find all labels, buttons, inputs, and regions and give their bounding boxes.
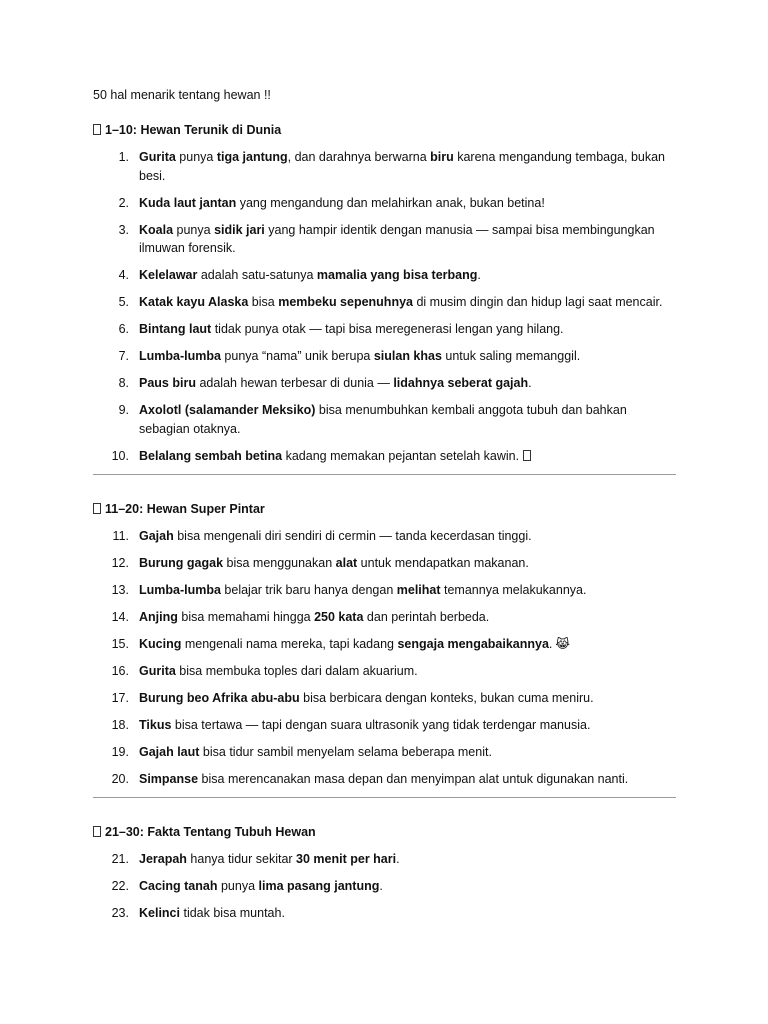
list-item xyxy=(93,635,676,654)
text: tidak bisa muntah. xyxy=(180,905,285,920)
text: untuk mendapatkan makanan. xyxy=(357,555,529,570)
bold-text: Kelelawar xyxy=(139,268,198,282)
section-heading xyxy=(93,823,676,841)
list-item xyxy=(93,527,676,546)
list-number: 11. xyxy=(112,528,129,543)
bold-text: Lumba-lumba xyxy=(139,582,221,597)
bold-text: Kuda laut jantan xyxy=(139,195,237,210)
document-title: 50 hal menarik tentang hewan !! xyxy=(93,88,271,102)
text: tidak punya otak — tapi bisa meregenerasi lengan yang hilang. xyxy=(211,322,564,336)
list-number: 2. xyxy=(118,195,129,210)
text: dan perintah berbeda. xyxy=(363,609,490,624)
list-item xyxy=(93,608,676,627)
text: bisa memahami hingga xyxy=(177,609,315,624)
list-item xyxy=(93,401,676,438)
list-number: 23. xyxy=(111,905,129,920)
list-item xyxy=(93,770,676,789)
text: punya xyxy=(173,222,215,237)
bold-text: Axolotl (salamander Meksiko) xyxy=(139,403,316,417)
missing-glyph-icon xyxy=(523,450,531,461)
bold-text: Belalang sembah betina xyxy=(139,448,283,463)
text: bisa menumbuhkan kembali anggota tubuh dan bahkan sebagian otaknya. xyxy=(139,403,627,436)
fact-list xyxy=(93,148,676,465)
text: bisa berbicara dengan konteks, bukan cuma meniru. xyxy=(299,690,594,705)
text: punya xyxy=(217,878,259,893)
text: yang hampir identik dengan manusia — sampai bisa membingungkan ilmuwan forensik. xyxy=(139,222,655,255)
list-item xyxy=(93,554,676,573)
bold-text: Paus biru xyxy=(139,376,196,390)
bold-text: biru xyxy=(430,150,454,164)
list-number: 18. xyxy=(111,717,129,732)
section-divider xyxy=(93,474,676,475)
text: bisa tertawa — tapi dengan suara ultrasonik yang tidak terdengar manusia. xyxy=(171,717,591,732)
list-number: 21. xyxy=(111,851,129,866)
list-item xyxy=(93,743,676,762)
list-number: 22. xyxy=(111,878,129,893)
bold-text: lima pasang jantung xyxy=(258,878,380,893)
list-item xyxy=(93,148,676,185)
text: . xyxy=(477,268,481,282)
bold-text: Tikus xyxy=(139,717,172,732)
bold-text: Gajah xyxy=(139,528,174,543)
section-divider xyxy=(93,797,676,798)
list-number: 3. xyxy=(118,222,129,237)
bold-text: Burung beo Afrika abu-abu xyxy=(139,690,300,705)
section-heading xyxy=(93,500,676,518)
document-page xyxy=(93,86,676,931)
text: kadang memakan pejantan setelah kawin. xyxy=(282,448,520,463)
list-number: 17. xyxy=(111,690,129,705)
missing-glyph-icon xyxy=(93,503,101,514)
bold-text: melihat xyxy=(396,582,441,597)
text: adalah satu-satunya xyxy=(197,268,317,282)
text: punya xyxy=(175,150,217,164)
section-heading-text: 11–20: Hewan Super Pintar xyxy=(105,501,265,516)
bold-text: sengaja mengabaikannya xyxy=(397,636,549,651)
list-number: 1. xyxy=(118,150,129,164)
bold-text: 30 menit per hari xyxy=(296,851,397,866)
section-heading-text: 21–30: Fakta Tentang Tubuh Hewan xyxy=(105,824,316,839)
list-item xyxy=(93,904,676,923)
fact-list xyxy=(93,527,676,789)
sections-container xyxy=(93,121,676,922)
bold-text: alat xyxy=(335,555,358,570)
bold-text: Lumba-lumba xyxy=(139,349,221,363)
missing-glyph-icon xyxy=(93,826,101,837)
list-item xyxy=(93,689,676,708)
bold-text: Anjing xyxy=(139,609,178,624)
list-item xyxy=(93,716,676,735)
text: di musim dingin dan hidup lagi saat mencair. xyxy=(412,295,663,309)
bold-text: Gurita xyxy=(139,663,176,678)
list-item xyxy=(93,374,676,393)
bold-text: Kucing xyxy=(139,636,182,651)
section-heading-text: 1–10: Hewan Terunik di Dunia xyxy=(105,123,282,137)
list-number: 10. xyxy=(111,448,129,463)
list-item xyxy=(93,320,676,339)
text: punya “nama” unik berupa xyxy=(220,349,374,363)
text: bisa menggunakan xyxy=(223,555,336,570)
text: . xyxy=(548,636,553,651)
list-item xyxy=(93,850,676,869)
cat-laughing-icon: 😹 xyxy=(555,636,571,651)
text: . xyxy=(528,376,532,390)
list-item xyxy=(93,194,676,213)
bold-text: membeku sepenuhnya xyxy=(278,295,413,309)
text: temannya melakukannya. xyxy=(440,582,587,597)
text: . xyxy=(396,851,400,866)
bold-text: Koala xyxy=(139,222,174,237)
list-number: 4. xyxy=(118,268,129,282)
bold-text: Bintang laut xyxy=(139,322,212,336)
text: hanya tidur sekitar xyxy=(186,851,297,866)
text: bisa tidur sambil menyelam selama beberapa menit. xyxy=(199,744,492,759)
bold-text: Gajah laut xyxy=(139,744,200,759)
bold-text: 250 kata xyxy=(314,609,364,624)
bold-text: Gurita xyxy=(139,150,176,164)
list-number: 9. xyxy=(118,403,129,417)
bold-text: Jerapah xyxy=(139,851,187,866)
text: bisa membuka toples dari dalam akuarium. xyxy=(175,663,418,678)
list-number: 20. xyxy=(111,771,129,786)
list-number: 7. xyxy=(118,349,129,363)
bold-text: Burung gagak xyxy=(139,555,224,570)
section-heading xyxy=(93,121,676,139)
text: bisa xyxy=(248,295,279,309)
list-item xyxy=(93,447,676,466)
text: adalah hewan terbesar di dunia — xyxy=(195,376,394,390)
list-item xyxy=(93,266,676,285)
list-number: 13. xyxy=(111,582,129,597)
list-number: 5. xyxy=(118,295,129,309)
bold-text: Katak kayu Alaska xyxy=(139,295,249,309)
bold-text: lidahnya seberat gajah xyxy=(393,376,529,390)
list-item xyxy=(93,221,676,258)
list-number: 15. xyxy=(111,636,129,651)
text: . xyxy=(379,878,383,893)
list-item xyxy=(93,662,676,681)
bold-text: Simpanse xyxy=(139,771,199,786)
text: untuk saling memanggil. xyxy=(441,349,581,363)
list-item xyxy=(93,581,676,600)
bold-text: Kelinci xyxy=(139,905,180,920)
list-number: 6. xyxy=(118,322,129,336)
text: bisa merencanakan masa depan dan menyimpan alat untuk digunakan nanti. xyxy=(198,771,629,786)
list-number: 12. xyxy=(111,555,129,570)
list-item xyxy=(93,293,676,312)
text: bisa mengenali diri sendiri di cermin — tanda kecerdasan tinggi. xyxy=(173,528,532,543)
fact-list xyxy=(93,850,676,923)
bold-text: sidik jari xyxy=(214,222,265,237)
text: mengenali nama mereka, tapi kadang xyxy=(181,636,398,651)
bold-text: siulan khas xyxy=(373,349,442,363)
list-number: 8. xyxy=(118,376,129,390)
text: , dan darahnya berwarna xyxy=(287,150,431,164)
list-number: 19. xyxy=(111,744,129,759)
list-item xyxy=(93,877,676,896)
bold-text: mamalia yang bisa terbang xyxy=(316,268,478,282)
text: yang mengandung dan melahirkan anak, bukan betina! xyxy=(236,195,545,210)
missing-glyph-icon xyxy=(93,124,101,135)
list-number: 16. xyxy=(111,663,129,678)
text: karena mengandung tembaga, bukan besi. xyxy=(139,150,666,183)
bold-text: tiga jantung xyxy=(216,150,288,164)
list-item xyxy=(93,347,676,366)
bold-text: Cacing tanah xyxy=(139,878,218,893)
text: belajar trik baru hanya dengan xyxy=(220,582,397,597)
list-number: 14. xyxy=(111,609,129,624)
